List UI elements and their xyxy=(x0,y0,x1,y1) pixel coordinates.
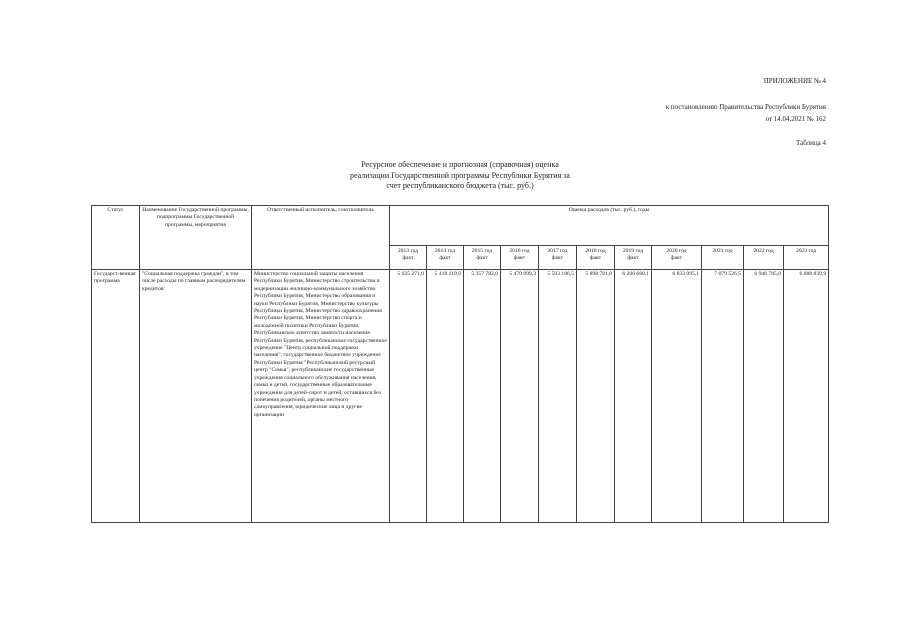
year-header xyxy=(615,246,652,270)
year-header xyxy=(464,246,501,270)
budget-table xyxy=(91,205,829,523)
year-kind: факт xyxy=(627,255,639,262)
year-label: 2017 год xyxy=(547,248,568,254)
year-header xyxy=(577,246,615,270)
document-title xyxy=(300,160,620,192)
year-kind: факт xyxy=(513,255,526,262)
row-program-name: "Социальная поддержка граждан", в том числе расходы по главным распорядителям кредитов: xyxy=(140,270,252,523)
year-header xyxy=(390,246,427,270)
year-kind: факт xyxy=(439,255,451,262)
year-label: 2014 год xyxy=(434,248,456,254)
year-header xyxy=(652,246,702,270)
year-label: 2013 год xyxy=(397,248,419,254)
year-kind: факт xyxy=(589,255,602,262)
title-line: счет республиканского бюджета (тыс. руб.) xyxy=(386,181,534,190)
header-name: Наименование Государственной программы, подпрограммы Государственной программы, мероприятия xyxy=(140,206,252,270)
value-cell: 6 946 785,0 xyxy=(744,270,784,523)
year-label: 2020 год xyxy=(666,248,687,254)
title-line: Ресурсное обеспечение и прогнозная (справочная) оценка xyxy=(361,160,559,169)
value-cell: 6 888 839,9 xyxy=(784,270,829,523)
year-label: 2021 год xyxy=(712,248,733,254)
header-executor: Ответственный исполнитель, соисполнитель xyxy=(252,206,390,270)
value-cell: 7 079 526,5 xyxy=(702,270,744,523)
year-label: 2015 год xyxy=(471,248,493,254)
value-cell: 5 593 186,5 xyxy=(539,270,577,523)
value-cell: 5 470 099,3 xyxy=(501,270,539,523)
year-kind: факт xyxy=(670,255,683,262)
year-header xyxy=(784,246,829,270)
value-cell: 6 833 095,1 xyxy=(652,270,702,523)
appendix-label: ПРИЛОЖЕНИЕ № 4 xyxy=(763,77,826,85)
row-executor: Министерство социальной защиты населения Республики Бурятия, Министерство строительства и модернизации жилищно-коммунального хозяйства Республики Бурятия, Министерство образования и науки Республики Бурятия, Министерство культуры Республики Бурятия, Министерство здравоохранения Республики Бурятия, Министерство спорта и молодежной политики Республики Бурятия, Республиканское агентство занятости населения Республики Бурятия, республиканское государственное учреждение "Центр социальной поддержки населения", государственное бюджетное учреждение Республики Бурятия "Республиканский ресурсный центр "Семья", республиканские государственные учреждения социального обслуживания населения, семьи и детей, государственные образовательные учреждения для детей-сирот и детей, оставшихся без попечения родителей, органы местного самоуправления, юридические лица и другие организации xyxy=(252,270,390,523)
year-label: 2018 год xyxy=(585,248,606,254)
year-label: 2023 год xyxy=(795,248,817,254)
year-header xyxy=(501,246,539,270)
row-status: Государст-венная программа xyxy=(92,270,140,523)
value-cell: 5 898 781,8 xyxy=(577,270,615,523)
title-line: реализации Государственной программы Республики Бурятия за xyxy=(350,170,570,180)
value-cell: 6 206 680,1 xyxy=(615,270,652,523)
year-header xyxy=(744,246,784,270)
year-label: 2016 год xyxy=(509,248,530,254)
header-estimate: Оценка расходов (тыс. руб.), годы xyxy=(390,206,829,246)
decree-reference: к постановлению Правительства Республики Бурятия xyxy=(665,103,826,111)
year-label: 2022 год xyxy=(753,248,774,254)
header-status: Статус xyxy=(92,206,140,270)
value-cell: 5 035 271,0 xyxy=(390,270,427,523)
table-number: Таблица 4 xyxy=(796,139,826,147)
year-label: 2019 год xyxy=(622,248,644,254)
value-cell: 5 357 782,0 xyxy=(464,270,501,523)
value-cell: 5 418 119,0 xyxy=(427,270,464,523)
decree-date: от 14.04.2021 № 162 xyxy=(765,115,826,123)
year-kind: факт xyxy=(402,255,414,262)
year-header xyxy=(427,246,464,270)
year-kind: факт xyxy=(476,255,488,262)
year-header xyxy=(702,246,744,270)
year-header xyxy=(539,246,577,270)
year-kind: факт xyxy=(551,255,564,262)
